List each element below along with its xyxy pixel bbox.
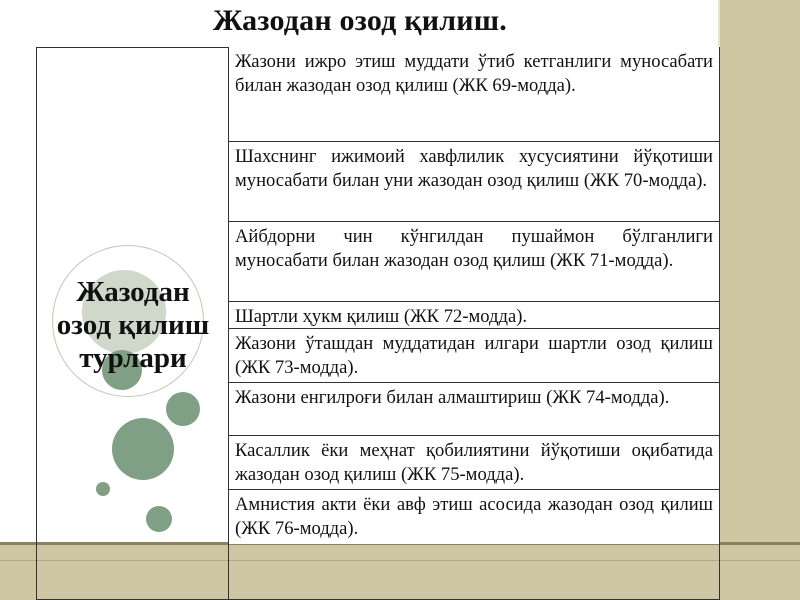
category-label-line-1: Жазодан — [76, 276, 190, 308]
category-label-line-2: озод қилиш — [56, 309, 210, 341]
list-item: Касаллик ёки меҳнат қобилиятини йўқотиши оқибатида жазодан озод қилиш (ЖК 75-модда). — [229, 436, 719, 490]
list-item: Айбдорни чин кўнгилдан пушаймон бўлганлиги муносабати билан жазодан озод қилиш (ЖК 71-модда). — [229, 222, 719, 302]
list-item: Жазони ижро этиш муддати ўтиб кетганлиги муносабати билан жазодан озод қилиш (ЖК 69-модда). — [229, 47, 719, 142]
slide-title: Жазодан озод қилиш. — [213, 4, 507, 37]
category-label — [40, 276, 226, 375]
right-decor-band — [720, 0, 800, 600]
list-item: Жазони енгилроғи билан алмаштириш (ЖК 74-модда). — [229, 383, 719, 436]
list-item: Шартли ҳукм қилиш (ЖК 72-модда). — [229, 302, 719, 329]
category-label-line-3: турлари — [79, 342, 187, 374]
list-item: Шахснинг ижимоий хавфлилик хусусиятини йўқотиши муносабати билан уни жазодан озод қилиш (ЖК 70-модда). — [229, 142, 719, 222]
items-list — [229, 47, 719, 544]
list-item: Жазони ўташдан муддатидан илгари шартли озод қилиш (ЖК 73-модда). — [229, 329, 719, 383]
list-item: Амнистия акти ёки авф этиш асосида жазодан озод қилиш (ЖК 76-модда). — [229, 490, 719, 544]
